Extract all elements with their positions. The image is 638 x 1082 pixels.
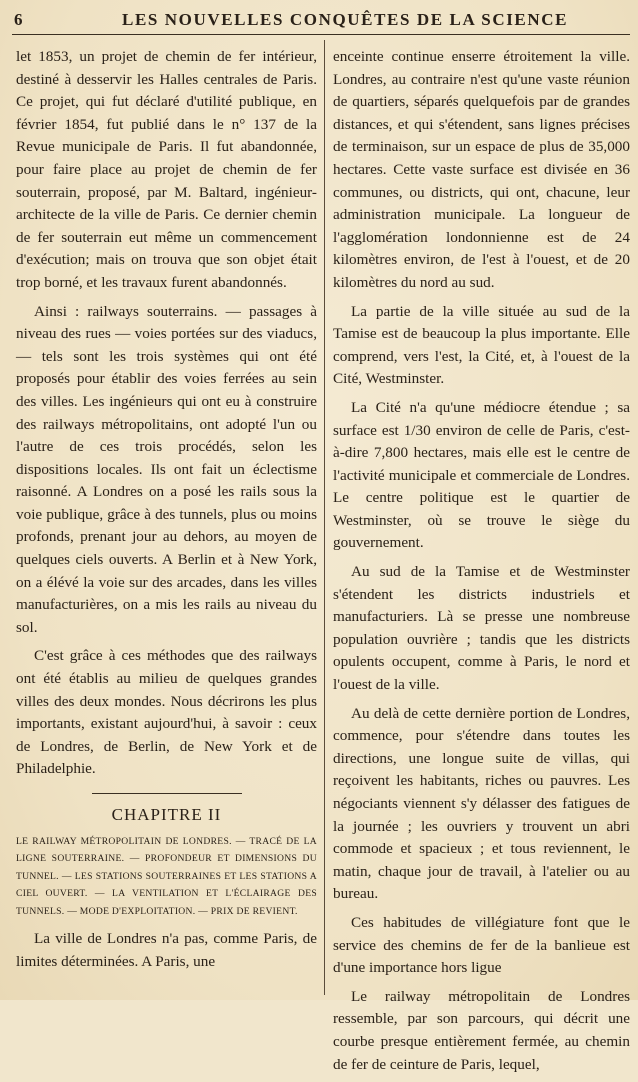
paragraph: Le railway métropolitain de Londres ressemble, par son parcours, qui décrit une courbe presque entièrement fermée, au chemin de fer de ceinture de Paris, lequel, <box>333 987 630 1073</box>
page-number: 6 <box>14 10 23 29</box>
paragraph: Ainsi : railways souterrains. — passages à niveau des rues — voies portées sur des viaducs, — tels sont les trois systèmes qui ont été proposés pour établir des voies ferrées au sein des villes. Les ingénieurs qui ont eu à construire des railways métropolitains, ont adopté l'un ou l'autre de ces trois procédés, selon les dispositions locales. Ils ont fait un éclectisme raisonné. A Londres on a posé les rails sous la voie publique, grâce à des tunnels, plus ou moins profonds, prenant jour au dehors, au moyen de quelques ciels ouverts. A Berlin et à New York, on a élévé la voie sur des arcades, dans les villes manufacturières, on a mis les rails au niveau du sol. <box>16 302 317 636</box>
page-header <box>12 8 630 35</box>
paragraph: Au sud de la Tamise et de Westminster s'étendent les districts industriels et manufacturiers. Là se presse une nombreuse population ouvrière ; tandis que les districts opulents occupent, comme à Paris, le nord et l'ouest de la ville. <box>333 563 630 694</box>
section-rule <box>92 793 242 794</box>
paragraph: Au delà de cette dernière portion de Londres, commence, pour s'étendre dans toutes les directions, une longue suite de villas, qui reçoivent les habitants, riches ou pauvres. Les négociants viennent s'y délasser des fatigues de la journée ; les ouvriers y trouvent un abri commode et spacieux ; et tous reviennent, le matin, chaque jour de travail, à l'atelier ou au bureau. <box>333 704 630 903</box>
left-column <box>16 46 317 979</box>
paragraph: La partie de la ville située au sud de la Tamise est de beaucoup la plus importante. Elle comprend, vers l'est, la Cité, et, à l'ouest de la Cité, Westminster. <box>333 302 630 388</box>
paragraph: Ces habitudes de villégiature font que le service des chemins de fer de la banlieue est d'une importance hors ligue <box>333 913 630 977</box>
paragraph: enceinte continue enserre étroitement la ville. Londres, au contraire n'est qu'une vaste réunion de quartiers, séparés quelquefois par de grandes distances, et qui s'étendent, sans lignes précises de terminaison, sur un espace de plus de 35,000 hectares. Cette vaste surface est divisée en 36 communes, ou districts, qui ont, chacune, leur administration municipale. La longueur de l'agglomération londonnienne est de 24 kilomètres environ, de l'est à l'ouest, et de 20 kilomètres du nord au sud. <box>333 48 630 291</box>
paragraph: La ville de Londres n'a pas, comme Paris, de limites déterminées. A Paris, une <box>16 930 317 970</box>
chapter-summary: LE RAILWAY MÉTROPOLITAIN DE LONDRES. — TRACÉ DE LA LIGNE SOUTERRAINE. — PROFONDEUR ET DIMENSIONS DU TUNNEL. — LES STATIONS SOUTERRAINES ET LES STATIONS A CIEL OUVERT. — LA VENTILATION ET L'ÉCLAIRAGE DES TUNNELS. — MODE D'EXPLOITATION. — PRIX DE REVIENT. <box>16 835 317 917</box>
column-divider <box>324 40 325 995</box>
chapter-title: CHAPITRE II <box>111 805 222 824</box>
paragraph: C'est grâce à ces méthodes que des railways ont été établis au milieu de quelques grandes villes des deux mondes. Nous décrirons les plus importants, existant aujourd'hui, à savoir : ceux de Londres, de Berlin, de New York et de Philadelphie. <box>16 647 317 778</box>
right-column <box>333 46 630 1082</box>
running-head: LES NOUVELLES CONQUÊTES DE LA SCIENCE <box>122 10 569 29</box>
paragraph: let 1853, un projet de chemin de fer intérieur, destiné à desservir les Halles centrales de Paris. Ce projet, qui fut déclaré d'utilité publique, en février 1854, fut publié dans le n° 137 de la Revue municipale de Paris. Il fut abandonnée, pour faire place au projet de chemin de fer souterrain, proposé, par M. Baltard, ingénieur-architecte de la ville de Paris. Ce dernier chemin de fer souterrain eut même un commencement d'exécution; mais on trouva que son objet était trop borné, et les travaux furent abandonnés. <box>16 48 317 291</box>
paragraph: La Cité n'a qu'une médiocre étendue ; sa surface est 1/30 environ de celle de Paris, c'est-à-dire 7,800 hectares, mais elle est le centre de l'activité municipale et commerciale de Londres. Le centre politique est le quartier de Westminster, où se trouve le siège du gouvernement. <box>333 398 630 552</box>
